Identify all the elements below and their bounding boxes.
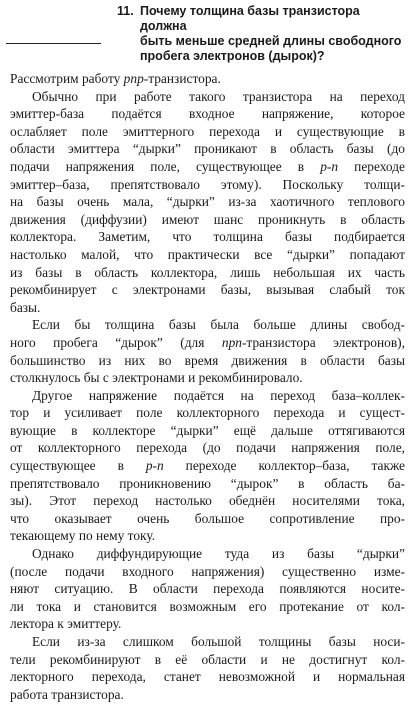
text-line: тор и усиливает поле коллекторного перехода и сущест- [10,405,405,421]
text-line: вующие в коллекторе “дырки” ещё дальше оттягиваются [10,422,405,438]
text-line: ного пробега “дырок” (для npn-транзистора электронов), [10,334,405,350]
text-line: эмиттер-база подаётся входное напряжение, которое [10,106,405,122]
question-divider-line [6,43,101,44]
text-line: Если бы толщина базы была больше длины свобод- [32,317,405,333]
answer-paragraph-intro [10,70,405,88]
text-line: подачи напряжения поле, существующее в p-n переходе [10,158,405,174]
text-line: ослабляет поле эмиттерного перехода и существующие в [10,123,405,139]
text-line: области эмиттера “дырки” проникают в область базы (до [10,141,405,157]
text-line: препятствовало проникновению “дырок” в область ба- [10,475,405,491]
answer-paragraph-collector [10,387,405,545]
text-line: работа транзистора. [10,686,124,702]
text-line: Если из-за слишком большой толщины базы носи- [32,634,405,649]
text-line: существующее в p-n переходе коллектор–база, также [10,458,405,474]
text-line: няют ситуацию. В области перехода появляются носите- [10,581,405,597]
question-number: 11. [117,4,134,18]
text-line: зы). Этот переход настолько обеднён носителями тока, [10,493,405,509]
text-line: настолько малой, что практически все “дырки” попадают [10,246,405,262]
answer-paragraph-thick-base [10,316,405,386]
text-line: на базы очень мала, “дырки” из-за хаотичного теплового [10,194,405,210]
text-line: текающему по нему току. [10,528,156,544]
text-line: рекомбинирует с электронами базы, вызывая слабый ток [10,282,405,298]
text-line: лектора к эмиттеру. [10,616,122,632]
text-line: из базы в область коллектора, лишь небольшая их часть [10,264,405,280]
answer-text [10,70,405,703]
text-line: что оказывает очень большое сопротивление про- [10,510,405,526]
answer-paragraph-conclusion [10,633,405,703]
text-line: Обычно при работе такого транзистора на переход [32,88,405,104]
text-line: коллектора. Заметим, что толщина базы подбирается [10,229,405,245]
text-line: большинство из них во время движения в области базы [10,352,405,368]
text-line: Другое напряжение подаётся на переход база–коллек- [32,387,405,403]
text-line: движения (диффузии) имеют шанс проникнуть в область [10,211,405,227]
text-line: ли тока и становится возможным его протекание от кол- [10,598,405,614]
answer-paragraph-emitter [10,88,405,317]
text-line: от коллекторного перехода (до подачи напряжения поле, [10,440,405,456]
text-line: лекторного перехода, станет невозможной и нормальная [10,669,405,685]
text-line: Однако диффундирующие туда из базы “дырки” [32,546,405,562]
text-line: базы. [10,299,41,315]
question-text: Почему толщина базы транзистора должна быть меньше средней длины свободного пробега электронов (дырок)? [140,4,402,63]
answer-paragraph-diffusion [10,545,405,633]
text-line: Рассмотрим работу pnp-транзистора. [10,71,221,86]
text-line: эмиттер–база, препятствовало этому). Поскольку толщи- [10,176,405,192]
text-line: столкнулось бы с электронами и рекомбинировало. [10,370,303,386]
text-line: тели рекомбинируют в её области и не достигнут кол- [10,651,405,667]
text-line: (после подачи входного напряжения) существенно изме- [10,563,405,579]
